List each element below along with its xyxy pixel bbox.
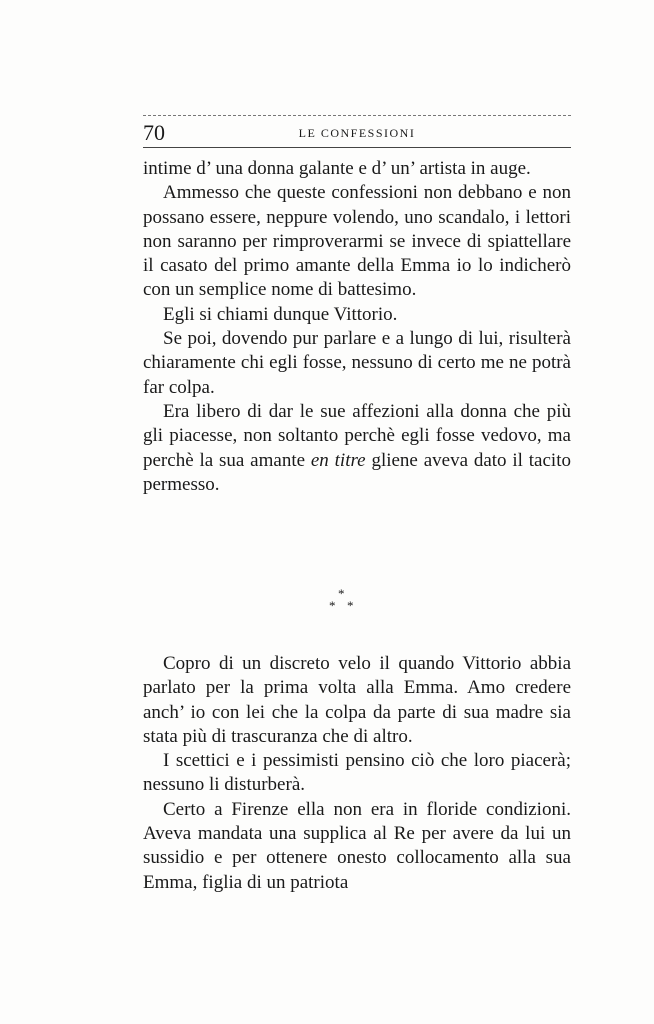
asterisk: *	[329, 598, 336, 613]
paragraph: intime d’ una donna galante e d’ un’ artista in auge.	[143, 158, 531, 179]
paragraph-text: gliene aveva dato il tacito permesso.	[143, 449, 571, 495]
paragraph-text: Era libero di dar le sue affezioni alla donna che più gli piacesse, non soltanto perchè egli fosse vedovo, ma perchè la sua amante	[143, 400, 571, 471]
page-number: 70	[143, 120, 165, 145]
paragraph: Egli si chiami dunque Vittorio.	[163, 303, 398, 325]
section-break-asterism	[327, 587, 357, 615]
text-section-one	[143, 157, 571, 497]
header-bottom-rule	[143, 147, 571, 148]
asterisk: *	[347, 598, 354, 613]
italic-phrase: en titre	[310, 449, 366, 471]
page-header	[143, 120, 571, 146]
asterisk: *	[338, 586, 345, 601]
paragraph: Ammesso che queste confessioni non debbano e non possano essere, neppure volendo, uno scandalo, i lettori non saranno per rimproverarmi se invece di spiattellare il casato del primo amante della Emma io lo indicherò con un semplice nome di battesimo.	[143, 182, 571, 301]
text-section-two	[143, 652, 571, 895]
paragraph: I scettici e i pessimisti pensino ciò che loro piacerà; nessuno li disturberà.	[143, 750, 571, 796]
paragraph: Se poi, dovendo pur parlare e a lungo di lui, risulterà chiaramente chi egli fosse, nessuno di certo me ne potrà far colpa.	[143, 328, 571, 398]
paragraph: Certo a Firenze ella non era in floride condizioni. Aveva mandata una supplica al Re per avere da lui un sussidio e per ottenere onesto collocamento alla sua Emma, figlia di un patriota	[143, 798, 571, 893]
paragraph	[143, 400, 571, 497]
running-head: LE CONFESSIONI	[298, 126, 416, 140]
header-top-rule	[143, 115, 571, 116]
paragraph: Copro di un discreto velo il quando Vittorio abbia parlato per la prima volta alla Emma. Amo credere anch’ io con lei che la colpa da parte di sua madre sia stata più di trascuranza che di altro.	[143, 653, 571, 747]
